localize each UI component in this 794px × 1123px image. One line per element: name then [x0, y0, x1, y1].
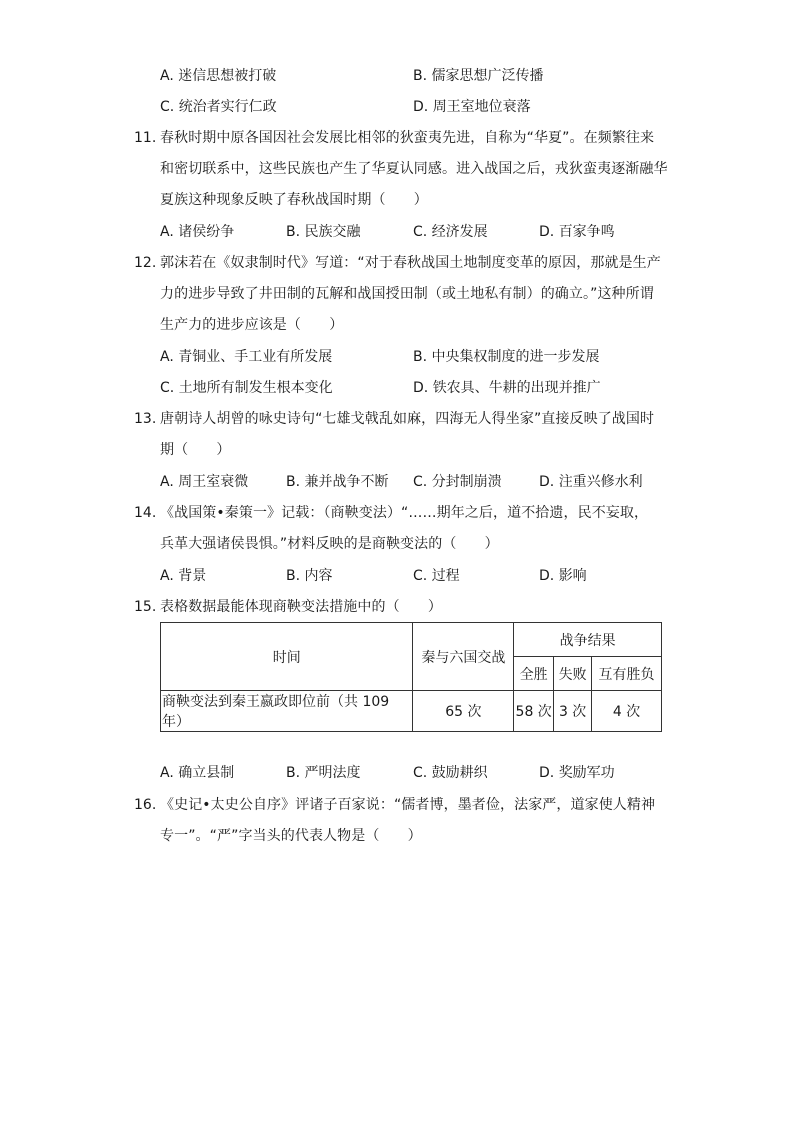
cell-battles: 65 次	[413, 691, 514, 732]
question-number: 13.	[134, 411, 157, 427]
header-lose: 失败	[554, 657, 592, 691]
option-d: D. 百家争鸣	[539, 224, 615, 240]
question-number: 11.	[134, 130, 157, 146]
option-c: C. 统治者实行仁政	[160, 99, 277, 115]
option-a: A. 迷信思想被打破	[160, 68, 277, 84]
option-d: D. 影响	[539, 568, 587, 584]
question-text-line: 期（ ）	[160, 442, 231, 458]
option-c: C. 经济发展	[413, 224, 488, 240]
option-a: A. 周王室衰微	[160, 474, 249, 490]
question-text-line: 兵革大强诸侯畏惧。”材料反映的是商鞅变法的（ ）	[160, 536, 499, 552]
option-b: B. 儒家思想广泛传播	[413, 68, 544, 84]
question-text-line: 春秋时期中原各国因社会发展比相邻的狄蛮夷先进，自称为“华夏”。在频繁往来	[160, 130, 655, 146]
option-b: B. 中央集权制度的进一步发展	[413, 349, 600, 365]
battle-results-table	[160, 622, 662, 732]
cell-win: 58 次	[514, 691, 554, 732]
header-time: 时间	[161, 623, 413, 691]
table-row	[161, 691, 662, 732]
option-c: C. 分封制崩溃	[413, 474, 502, 490]
question-text-line: 《史记•太史公自序》评诸子百家说：“儒者博，墨者俭，法家严，道家使人精神	[160, 797, 656, 813]
question-text-line: 唐朝诗人胡曾的咏史诗句“七雄戈戟乱如麻，四海无人得坐家”直接反映了战国时	[160, 411, 655, 427]
cell-lose: 3 次	[554, 691, 592, 732]
option-c: C. 土地所有制发生根本变化	[160, 380, 333, 396]
question-text-line: 《战国策•秦策一》记载：（商鞅变法）“……期年之后，道不拾遗，民不妄取，	[160, 505, 649, 521]
question-number: 12.	[134, 255, 157, 271]
option-b: B. 严明法度	[286, 765, 361, 781]
option-d: D. 周王室地位衰落	[413, 99, 531, 115]
option-a: A. 青铜业、手工业有所发展	[160, 349, 333, 365]
question-text-line: 夏族这种现象反映了春秋战国时期（ ）	[160, 192, 428, 208]
option-c: C. 过程	[413, 568, 460, 584]
question-number: 15.	[134, 599, 157, 615]
cell-time: 商鞅变法到秦王嬴政即位前（共 109 年）	[161, 691, 413, 732]
option-a: A. 诸侯纷争	[160, 224, 235, 240]
question-text-line: 和密切联系中，这些民族也产生了华夏认同感。进入战国之后，戎狄蛮夷逐渐融华	[160, 161, 668, 177]
option-a: A. 确立县制	[160, 765, 235, 781]
table-header-row	[161, 623, 662, 657]
header-results: 战争结果	[514, 623, 662, 657]
option-b: B. 内容	[286, 568, 333, 584]
option-b: B. 民族交融	[286, 224, 361, 240]
question-text-line: 表格数据最能体现商鞅变法措施中的（ ）	[160, 599, 442, 615]
option-a: A. 背景	[160, 568, 207, 584]
header-battles: 秦与六国交战	[413, 623, 514, 691]
header-win: 全胜	[514, 657, 554, 691]
question-text-line: 力的进步导致了井田制的瓦解和战国授田制（或土地私有制）的确立。”这种所谓	[160, 286, 654, 302]
question-text-line: 郭沫若在《奴隶制时代》写道：“对于春秋战国土地制度变革的原因，那就是生产	[160, 255, 661, 271]
header-mixed: 互有胜负	[592, 657, 662, 691]
option-d: D. 奖励军功	[539, 765, 615, 781]
cell-mixed: 4 次	[592, 691, 662, 732]
question-number: 14.	[134, 505, 157, 521]
option-d: D. 注重兴修水利	[539, 474, 643, 490]
question-text-line: 生产力的进步应该是（ ）	[160, 317, 344, 333]
question-number: 16.	[134, 797, 157, 813]
question-text-line: 专一”。“严”字当头的代表人物是（ ）	[160, 828, 422, 844]
option-c: C. 鼓励耕织	[413, 765, 488, 781]
option-d: D. 铁农具、牛耕的出现并推广	[413, 380, 601, 396]
option-b: B. 兼并战争不断	[286, 474, 389, 490]
